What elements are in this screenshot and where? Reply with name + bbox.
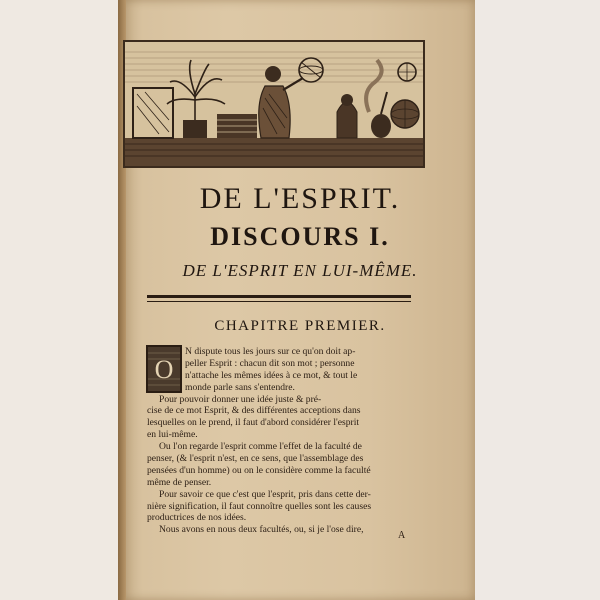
text-line: nière signification, il faut connoître quelles sont les causes — [147, 500, 372, 512]
text-line: Pour pouvoir donner une idée juste & pré- — [159, 393, 322, 405]
divider-rule-thick — [147, 295, 411, 298]
text-line: lesquelles on le prend, il faut d'abord considérer l'esprit — [147, 417, 360, 429]
text-line: n'attache les mêmes idées à ce mot, & tout le — [185, 369, 358, 381]
engraved-vignette — [123, 40, 425, 168]
text-line: Pour savoir ce que c'est que l'esprit, pris dans cette der- — [159, 488, 371, 500]
dropcap-letter: O — [154, 355, 174, 384]
chapter-heading: CHAPITRE PREMIER. — [214, 318, 386, 334]
text-line: même de penser. — [147, 476, 212, 488]
text-line: Ou l'on regarde l'esprit comme l'effet de la faculté de — [159, 441, 362, 453]
book-title: DE L'ESPRIT. — [199, 182, 401, 215]
signature-mark: A — [398, 530, 406, 541]
text-line: monde parle sans s'entendre. — [185, 381, 295, 393]
text-line: peller Esprit : chacun dit son mot ; personne — [185, 357, 355, 369]
body-text — [147, 346, 417, 536]
section-heading: DE L'ESPRIT EN LUI-MÊME. — [182, 261, 418, 280]
background — [475, 0, 600, 600]
text-line: penser, (& l'esprit n'est, en ce sens, que l'assemblage des — [147, 453, 364, 465]
discourse-heading: DISCOURS I. — [210, 222, 390, 251]
text-line: productrices de nos idées. — [147, 512, 247, 524]
text-line: N dispute tous les jours sur ce qu'on doit ap- — [185, 346, 356, 357]
text-line: en lui-même. — [147, 429, 198, 441]
text-line: cise de ce mot Esprit, & des différentes acceptions dans — [147, 405, 361, 417]
divider-rule-thin — [147, 301, 411, 302]
text-line: Nous avons en nous deux facultés, ou, si je l'ose dire, — [159, 524, 364, 536]
vignette-illustration — [125, 42, 423, 166]
text-line: pensées d'un homme) ou on le considère comme la faculté — [147, 464, 371, 476]
